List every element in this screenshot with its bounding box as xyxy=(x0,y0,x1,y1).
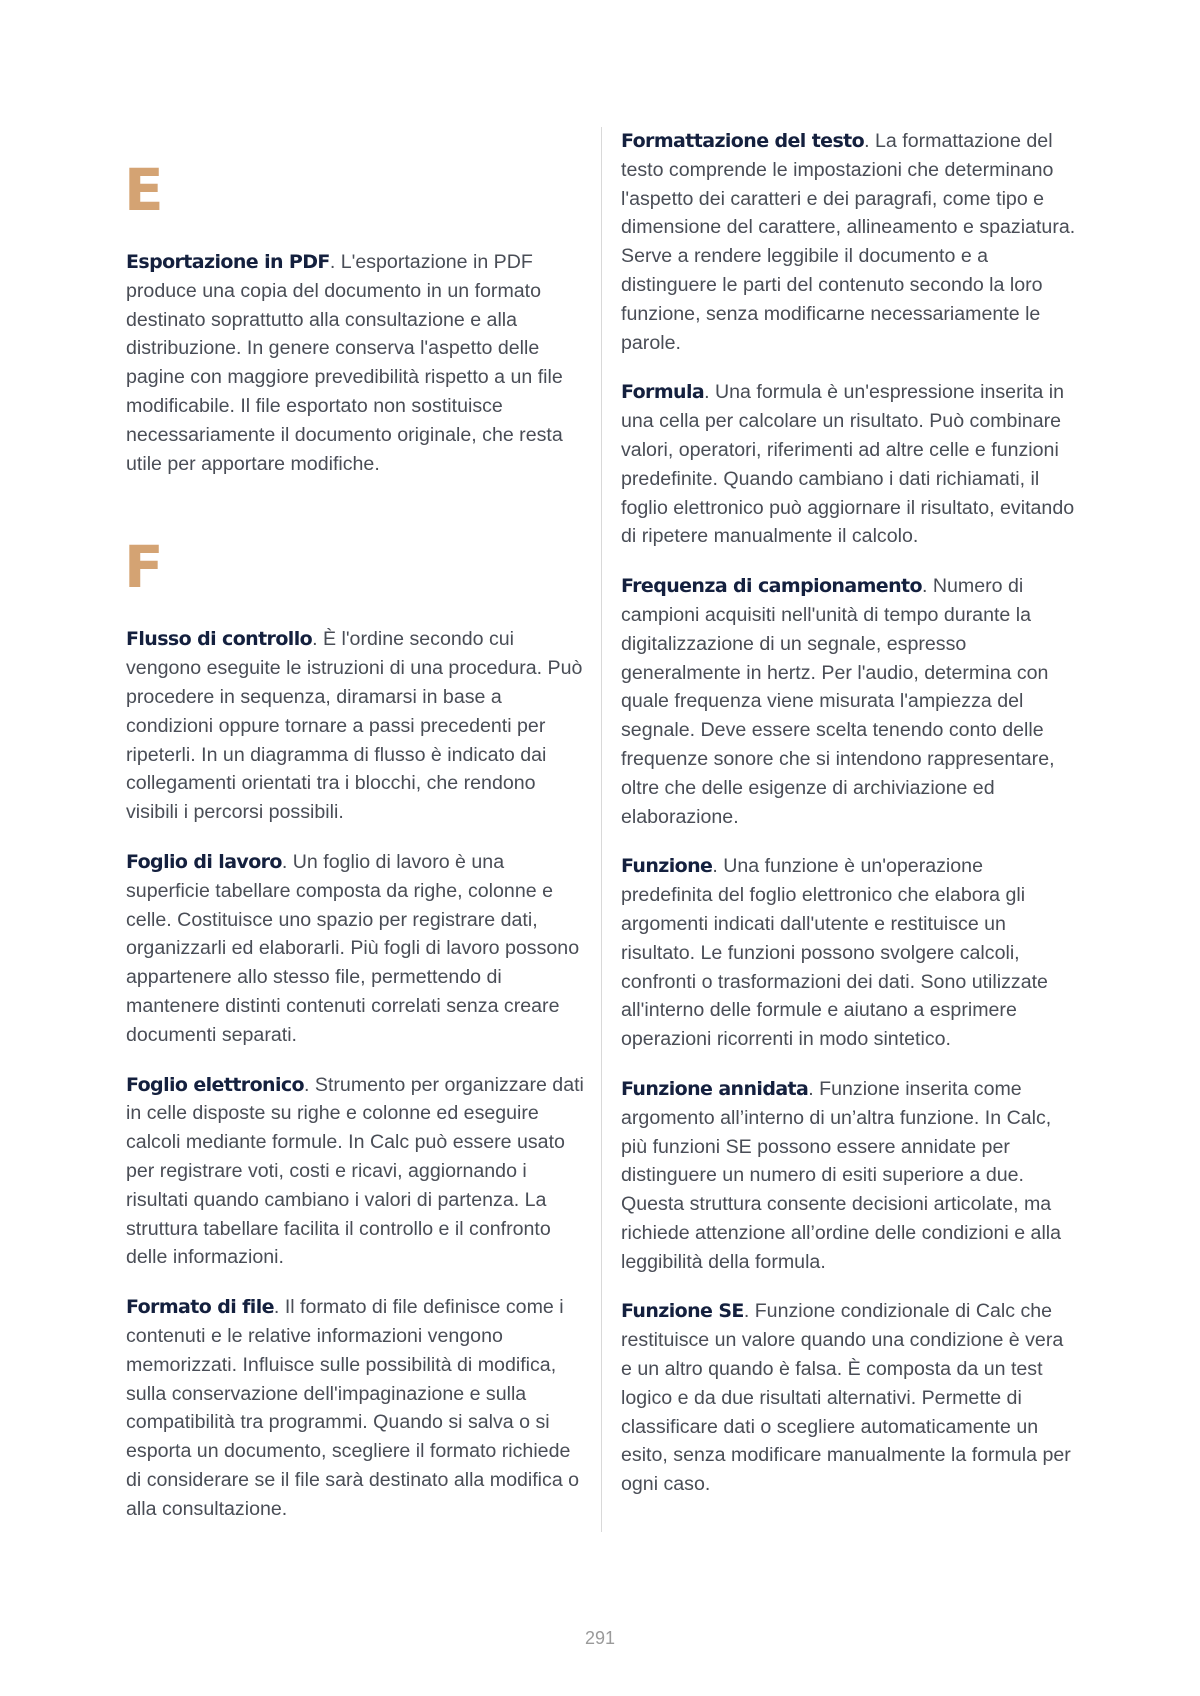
glossary-entry-frequenza-di-campionamento: Frequenza di campionamento. Numero di campioni acquisiti nell'unità di tempo durante la digitalizzazione di un segnale, espresso generalmente in hertz. Per l'audio, determina con quale frequenza viene misurata l'ampiezza del segnale. Deve essere scelta tenendo conto delle frequenze sonore che si intendono rappresentare, oltre che delle esigenze di archiviazione ed elaborazione. xyxy=(621,575,1055,828)
entry-term: Formattazione del testo xyxy=(621,130,865,152)
entry-term: Funzione xyxy=(621,855,713,878)
entry-definition: Una formula è un'espressione inserita in una cella per calcolare un risultato. Può combinare valori, operatori, riferimenti ad altre celle e funzioni predefinite. Quando cambiano i dati richiamati, il foglio elettronico può aggiornare il risultato, evitando di ripetere manualmente il calcolo. xyxy=(621,381,1075,548)
entry-definition: Strumento per organizzare dati in celle disposte su righe e colonne ed eseguire calcoli mediante formule. In Calc può essere usato per registrare voti, costi e ricavi, aggiornando i risultati quando cambiano i valori di partenza. La struttura tabellare facilita il controllo e il confronto delle informazioni. xyxy=(126,1073,584,1269)
glossary-entry-funzione-se: Funzione SE. Funzione condizionale di Calc che restituisce un valore quando una condizione è vera e un altro quando è falsa. È composta da un test logico e da due risultati alternativi. Permette di classificare dati o scegliere automaticamente un esito, senza modificare manualmente la formula per ogni caso. xyxy=(621,1300,1071,1496)
entry-definition: Il formato di file definisce come i contenuti e le relative informazioni vengono memorizzati. Influisce sulle possibilità di modifica, sulla conservazione dell'impaginazione e sulla compatibilità tra programmi. Quando si salva o si esporta un documento, scegliere il formato richiede di considerare se il file sarà destinato alla modifica o alla consultazione. xyxy=(126,1296,580,1520)
glossary-entry-funzione: Funzione. Una funzione è un'operazione predefinita del foglio elettronico che elabora gli argomenti indicati dall'utente e restituisce un risultato. Le funzioni possono svolgere calcoli, confronti o trasformazioni dei dati. Sono utilizzate all'interno delle formule e aiutano a esprimere operazioni ricorrenti in modo sintetico. xyxy=(621,855,1048,1051)
entry-definition: La formattazione del testo comprende le impostazioni che determinano l'aspetto dei caratteri e dei paragrafi, come tipo e dimensione del carattere, allineamento e spaziatura. Serve a rendere leggibile il documento e a distinguere le parti del contenuto secondo la loro funzione, senza modificarne necessariamente le parole. xyxy=(621,130,1076,354)
entry-definition: Funzione condizionale di Calc che restituisce un valore quando una condizione è vera e un altro quando è falsa. È composta da un test logico e da due risultati alternativi. Permette di classificare dati o scegliere automaticamente un esito, senza modificare manualmente la formula per ogni caso. xyxy=(621,1300,1071,1496)
glossary-entry-formula: Formula. Una formula è un'espressione inserita in una cella per calcolare un risultato. Può combinare valori, operatori, riferimenti ad altre celle e funzioni predefinite. Quando cambiano i dati richiamati, il foglio elettronico può aggiornare il risultato, evitando di ripetere manualmente il calcolo. xyxy=(621,381,1075,548)
entry-term: Funzione annidata xyxy=(621,1077,809,1100)
entry-term: Formato di file xyxy=(126,1296,274,1319)
glossary-entry-formattazione-del-testo: Formattazione del testo. La formattazione del testo comprende le impostazioni che determinano l'aspetto dei caratteri e dei paragrafi, come tipo e dimensione del carattere, allineamento e spaziatura. Serve a rendere leggibile il documento e a distinguere le parti del contenuto secondo la loro funzione, senza modificarne necessariamente le parole. xyxy=(621,130,1076,354)
page-number: 291 xyxy=(584,1628,616,1648)
section-letter-e: E xyxy=(124,156,164,224)
glossary-entry-foglio-di-lavoro: Foglio di lavoro. Un foglio di lavoro è una superficie tabellare composta da righe, colonne e celle. Costituisce uno spazio per registrare dati, organizzarli ed elaborarli. Più fogli di lavoro possono appartenere allo stesso file, permettendo di mantenere distinti contenuti correlati senza creare documenti separati. xyxy=(126,850,580,1046)
entry-term: Funzione SE xyxy=(621,1300,744,1323)
column-divider xyxy=(601,127,602,1532)
entry-term: Flusso di controllo xyxy=(126,628,313,651)
glossary-entry-formato-di-file: Formato di file. Il formato di file definisce come i contenuti e le relative informazioni vengono memorizzati. Influisce sulle possibilità di modifica, sulla conservazione dell'impaginazione e sulla compatibilità tra programmi. Quando si salva o si esporta un documento, scegliere il formato richiede di considerare se il file sarà destinato alla modifica o alla consultazione. xyxy=(126,1296,580,1520)
entry-term: Foglio di lavoro xyxy=(126,850,282,873)
entry-definition: Una funzione è un'operazione predefinita del foglio elettronico che elabora gli argomenti indicati dall'utente e restituisce un risultato. Le funzioni possono svolgere calcoli, confronti o trasformazioni dei dati. Sono utilizzate all'interno delle formule e aiutano a esprimere operazioni ricorrenti in modo sintetico. xyxy=(621,855,1048,1051)
glossary-entry-flusso-di-controllo: Flusso di controllo. È l'ordine secondo cui vengono eseguite le istruzioni di una procedura. Può procedere in sequenza, diramarsi in base a condizioni oppure tornare a passi precedenti per ripeterli. In un diagramma di flusso è indicato dai collegamenti orientati tra i blocchi, che rendono visibili i percorsi possibili. xyxy=(126,628,583,824)
entry-term: Formula xyxy=(621,381,705,404)
section-letter-f: F xyxy=(124,533,164,602)
left-column xyxy=(124,156,584,1544)
glossary-entry-funzione-annidata: Funzione annidata. Funzione inserita come argomento all’interno di un’altra funzione. In Calc, più funzioni SE possono essere annidate per distinguere un numero di esiti superiore a due. Questa struttura consente decisioni articolate, ma richiede attenzione all’ordine delle condizioni e alla leggibilità della formula. xyxy=(621,1077,1062,1273)
entry-definition: Numero di campioni acquisiti nell'unità di tempo durante la digitalizzazione di un segnale, espresso generalmente in hertz. Per l'audio, determina con quale frequenza viene misurata l'ampiezza del segnale. Deve essere scelta tenendo conto delle frequenze sonore che si intendono rappresentare, oltre che delle esigenze di archiviazione ed elaborazione. xyxy=(621,575,1055,828)
entry-definition: Un foglio di lavoro è una superficie tabellare composta da righe, colonne e celle. Costituisce uno spazio per registrare dati, organizzarli ed elaborarli. Più fogli di lavoro possono appartenere allo stesso file, permettendo di mantenere distinti contenuti correlati senza creare documenti separati. xyxy=(126,850,580,1046)
entry-term: Frequenza di campionamento xyxy=(621,575,922,598)
glossary-entry-esportazione-in-pdf: Esportazione in PDF. L'esportazione in PDF produce una copia del documento in un formato destinato soprattutto alla consultazione e alla distribuzione. In genere conserva l'aspetto delle pagine con maggiore prevedibilità rispetto a un file modificabile. Il file esportato non sostituisce necessariamente il documento originale, che resta utile per apportare modifiche. xyxy=(126,251,563,475)
entry-term: Esportazione in PDF xyxy=(126,251,330,273)
entry-definition: È l'ordine secondo cui vengono eseguite le istruzioni di una procedura. Può procedere in sequenza, diramarsi in base a condizioni oppure tornare a passi precedenti per ripeterli. In un diagramma di flusso è indicato dai collegamenti orientati tra i blocchi, che rendono visibili i percorsi possibili. xyxy=(126,628,583,824)
right-column xyxy=(621,127,1079,1520)
glossary-entry-foglio-elettronico: Foglio elettronico. Strumento per organizzare dati in celle disposte su righe e colonne ed eseguire calcoli mediante formule. In Calc può essere usato per registrare voti, costi e ricavi, aggiornando i risultati quando cambiano i valori di partenza. La struttura tabellare facilita il controllo e il confronto delle informazioni. xyxy=(126,1073,584,1269)
entry-definition: Funzione inserita come argomento all’interno di un’altra funzione. In Calc, più funzioni SE possono essere annidate per distinguere un numero di esiti superiore a due. Questa struttura consente decisioni articolate, ma richiede attenzione all’ordine delle condizioni e alla leggibilità della formula. xyxy=(621,1077,1062,1273)
entry-definition: L'esportazione in PDF produce una copia del documento in un formato destinato soprattutto alla consultazione e alla distribuzione. In genere conserva l'aspetto delle pagine con maggiore prevedibilità rispetto a un file modificabile. Il file esportato non sostituisce necessariamente il documento originale, che resta utile per apportare modifiche. xyxy=(126,251,563,475)
entry-term: Foglio elettronico xyxy=(126,1073,304,1096)
